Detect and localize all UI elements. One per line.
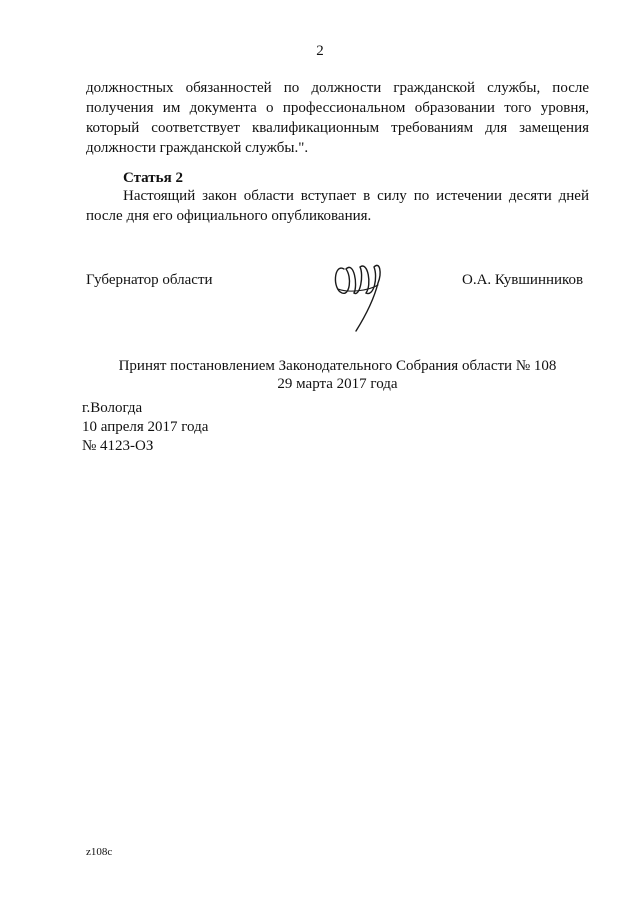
paragraph-line: получения им документа о профессиональном образовании того уровня, (86, 100, 589, 116)
article-paragraph (86, 186, 589, 226)
paragraph-line: который соответствует квалификационным требованиям для замещения (86, 120, 589, 136)
signing-date: 10 апреля 2017 года (82, 419, 209, 435)
city: г.Вологда (82, 400, 143, 416)
adoption-date: 29 марта 2017 года (277, 376, 398, 392)
adoption-note (86, 357, 589, 393)
law-number: № 4123-ОЗ (82, 438, 154, 454)
adoption-line: Принят постановлением Законодательного Собрания области № 108 (118, 358, 557, 374)
page-number: 2 (316, 43, 324, 59)
handwritten-signature (330, 255, 390, 335)
continued-paragraph (86, 78, 589, 158)
article-heading: Статья 2 (123, 170, 183, 186)
footer-code: z108c (86, 846, 113, 858)
place-date-block (82, 399, 208, 456)
paragraph-line: Настоящий закон области вступает в силу по истечении десяти дней (123, 188, 589, 204)
signatory-position: Губернатор области (86, 272, 213, 288)
paragraph-line: должностных обязанностей по должности гражданской службы, после (86, 80, 589, 96)
paragraph-line: после дня его официального опубликования. (86, 208, 372, 224)
paragraph-line: должности гражданской службы.". (86, 140, 309, 156)
signatory-name: О.А. Кувшинников (462, 272, 584, 288)
